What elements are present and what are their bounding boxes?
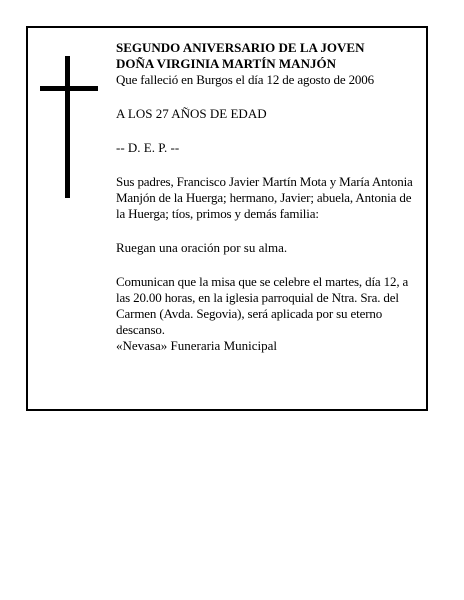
rip-line: -- D. E. P. -- bbox=[116, 140, 180, 155]
notice-text bbox=[116, 40, 416, 354]
notice-heading-line-1: SEGUNDO ANIVERSARIO DE LA JOVEN bbox=[116, 40, 365, 55]
age-line: A LOS 27 AÑOS DE EDAD bbox=[116, 106, 267, 121]
family-paragraph: Sus padres, Francisco Javier Martín Mota y María Antonia Manjón de la Huerga; hermano, Javier; abuela, Antonia de la Huerga; tíos, primos y demás familia: bbox=[116, 174, 413, 221]
death-date-line: Que falleció en Burgos el día 12 de agosto de 2006 bbox=[116, 72, 374, 87]
notice-heading-line-2: DOÑA VIRGINIA MARTÍN MANJÓN bbox=[116, 56, 336, 71]
prayer-line: Ruegan una oración por su alma. bbox=[116, 240, 288, 255]
funeral-home-line: «Nevasa» Funeraria Municipal bbox=[116, 338, 278, 353]
cross-horizontal-bar bbox=[40, 86, 98, 91]
cross-vertical-bar bbox=[65, 56, 70, 198]
latin-cross-icon bbox=[40, 56, 98, 198]
obituary-notice bbox=[26, 26, 428, 411]
mass-paragraph: Comunican que la misa que se celebre el martes, día 12, a las 20.00 horas, en la iglesia parroquial de Ntra. Sra. del Carmen (Avda. Segovia), será aplicada por su eterno descanso. bbox=[116, 274, 409, 337]
